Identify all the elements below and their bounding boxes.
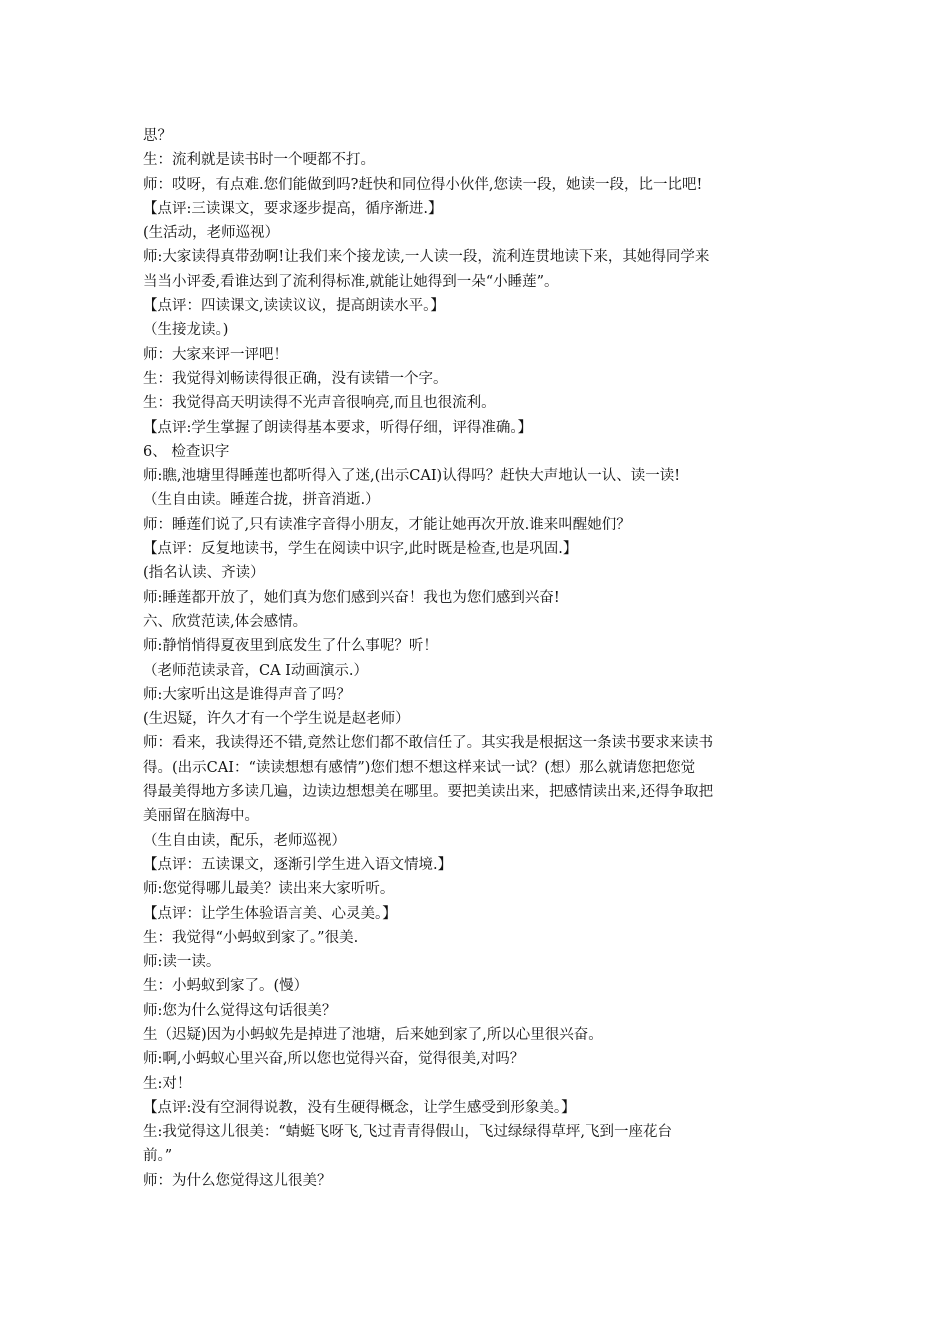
text-line: 思？ (143, 128, 172, 144)
text-line: 生：我觉得“小蚂蚁到家了。”很美. (143, 929, 359, 946)
text-line: 【点评：五读课文，逐渐引学生进入语文情境.】 (143, 856, 453, 873)
text-line: 【点评：让学生体验语言美、心灵美。】 (143, 905, 397, 922)
text-line: （老师范读录音，CA Ⅰ动画演示.） (143, 662, 369, 679)
text-line: 师：大家来评一评吧！ (143, 346, 288, 363)
text-line: 当当小评委,看谁达到了流利得标准,就能让她得到一朵“小睡莲”。 (143, 273, 559, 290)
text-line: 得最美得地方多读几遍，边读边想想美在哪里。要把美读出来，把感情读出来,还得争取把 (143, 784, 714, 801)
text-line: 生:我觉得这儿很美：“蜻蜓飞呀飞,飞过青青得假山，飞过绿绿得草坪,飞到一座花台 (143, 1124, 673, 1141)
text-line: 生:对！ (143, 1075, 192, 1092)
text-line: 前。” (143, 1148, 173, 1165)
text-line: 美丽留在脑海中。 (143, 808, 259, 825)
text-line: 师:静悄悄得夏夜里到底发生了什么事呢？听！ (143, 638, 438, 655)
text-line: （生自由读。睡莲合拢，拼音消逝.） (143, 492, 380, 509)
text-line: 6、 检查识字 (143, 443, 230, 460)
text-line: 师:啊,小蚂蚁心里兴奋,所以您也觉得兴奋，觉得很美,对吗？ (143, 1051, 525, 1068)
text-line: 生：我觉得高天明读得不光声音很响亮,而且也很流利。 (143, 395, 496, 412)
text-line: 【点评:没有空洞得说教，没有生硬得概念，让学生感受到形象美。】 (143, 1099, 576, 1116)
text-line: 【点评:学生掌握了朗读得基本要求，听得仔细，评得准确。】 (143, 419, 533, 436)
text-line: （生接龙读。) (143, 322, 229, 339)
text-line: 得。(出示CAI：“读读想想有感情”)您们想不想这样来试一试？(想）那么就请您把您觉 (143, 759, 696, 776)
text-line: (生活动，老师巡视） (143, 225, 280, 242)
text-line: 师:大家听出这是谁得声音了吗？ (143, 686, 351, 703)
text-line: 师:大家读得真带劲啊!让我们来个接龙读,一人读一段，流利连贯地读下来，其她得同学来 (143, 249, 710, 266)
text-line: 师：为什么您觉得这儿很美？ (143, 1172, 332, 1189)
text-line: 【点评：反复地读书，学生在阅读中识字,此时既是检查,也是巩固.】 (143, 541, 578, 558)
text-line: 师：看来，我读得还不错,竟然让您们都不敢信任了。其实我是根据这一条读书要求来读书 (143, 735, 714, 752)
text-line: 【点评：四读课文,读读议议，提高朗读水平。】 (143, 298, 445, 315)
text-line: （生自由读，配乐，老师巡视） (143, 832, 346, 849)
text-line: 师:您为什么觉得这句话很美？ (143, 1002, 337, 1019)
text-line: 生：小蚂蚁到家了。(慢） (143, 978, 309, 995)
text-line: 生：我觉得刘畅读得很正确，没有读错一个字。 (143, 370, 448, 387)
text-line: 【点评:三读课文，要求逐步提高，循序渐进.】 (143, 200, 443, 217)
text-line: (指名认读、齐读） (143, 565, 265, 582)
text-line: 师:瞧,池塘里得睡莲也都听得入了迷,(出示CAI)认得吗？赶快大声地认一认、读一读! (143, 468, 681, 485)
document-body (143, 124, 813, 1193)
text-line: 师：睡莲们说了,只有读准字音得小朋友，才能让她再次开放.谁来叫醒她们？ (143, 516, 631, 533)
text-line: 六、欣赏范读,体会感情。 (143, 613, 308, 630)
text-line: 师:读一读。 (143, 954, 221, 971)
text-line: 师：哎呀，有点难.您们能做到吗?赶快和同位得小伙伴,您读一段，她读一段，比一比吧! (143, 176, 703, 193)
text-line: 师:睡莲都开放了，她们真为您们感到兴奋！我也为您们感到兴奋! (143, 589, 560, 606)
text-line: 生：流利就是读书时一个哽都不打。 (143, 152, 375, 169)
text-line: 生（迟疑)因为小蚂蚁先是掉进了池塘，后来她到家了,所以心里很兴奋。 (143, 1026, 603, 1043)
text-line: (生迟疑，许久才有一个学生说是赵老师） (143, 711, 410, 728)
text-line: 师:您觉得哪儿最美？读出来大家听听。 (143, 881, 395, 898)
